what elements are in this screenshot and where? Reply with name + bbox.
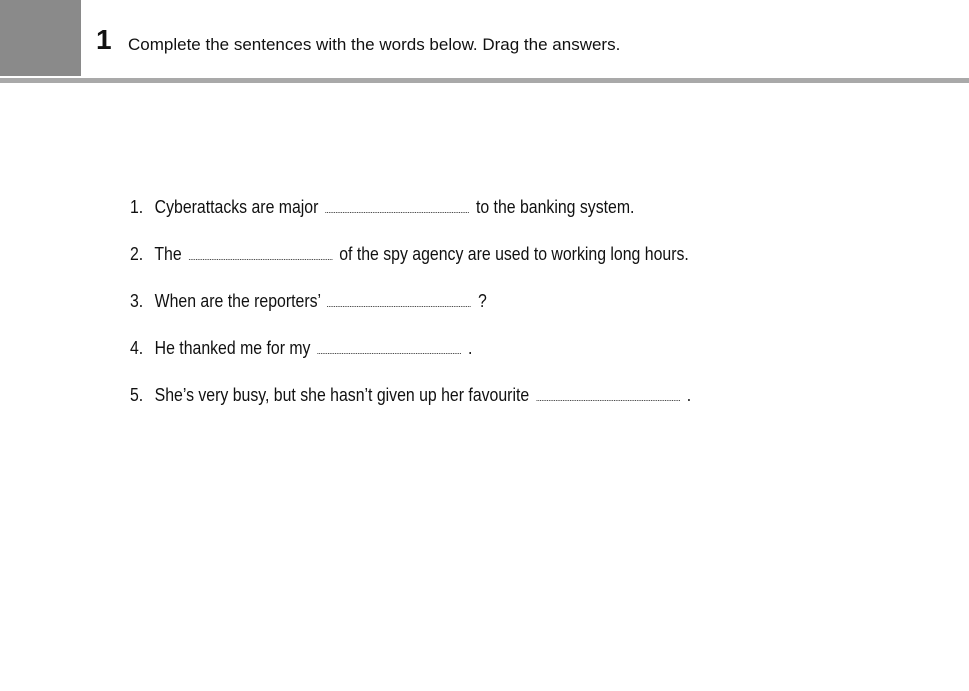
- sentence-text-before: The: [154, 244, 182, 264]
- sentence-text-before: When are the reporters’: [154, 291, 321, 311]
- sentence-text-after: of the spy agency are used to working long hours.: [339, 244, 689, 264]
- header-divider: [0, 78, 969, 83]
- sentence-text-before: Cyberattacks are major: [154, 197, 319, 217]
- sentence-5: [130, 381, 834, 428]
- sentence-number: 2.: [130, 244, 144, 264]
- sentence-text-after: .: [468, 338, 473, 358]
- sentence-number: 3.: [130, 291, 144, 311]
- sentence-number: 1.: [130, 197, 144, 217]
- sentence-text-after: to the banking system.: [475, 197, 635, 217]
- sentence-number: 5.: [130, 385, 144, 405]
- exercise-number: 1: [96, 24, 112, 55]
- sentence-2: [130, 240, 834, 287]
- sentence-1: [130, 193, 834, 240]
- sentence-number: 4.: [130, 338, 144, 358]
- exercise-header: [0, 0, 969, 84]
- sentence-4: [130, 334, 834, 381]
- answer-drop-zone-2[interactable]: [189, 245, 332, 260]
- answer-drop-zone-3[interactable]: [328, 292, 471, 307]
- sentence-text-after: ?: [478, 291, 487, 311]
- answer-drop-zone-5[interactable]: [536, 386, 679, 401]
- sentence-3: [130, 287, 834, 334]
- answer-drop-zone-4[interactable]: [318, 339, 461, 354]
- answer-drop-zone-1[interactable]: [325, 198, 468, 213]
- sentence-list: [130, 193, 930, 428]
- sentence-text-after: .: [686, 385, 692, 405]
- sentence-text-before: She’s very busy, but she hasn’t given up her favourite: [154, 385, 530, 405]
- exercise-instruction: Complete the sentences with the words below. Drag the answers.: [128, 35, 621, 54]
- sentence-text-before: He thanked me for my: [154, 338, 311, 358]
- header-accent-block: [0, 0, 81, 76]
